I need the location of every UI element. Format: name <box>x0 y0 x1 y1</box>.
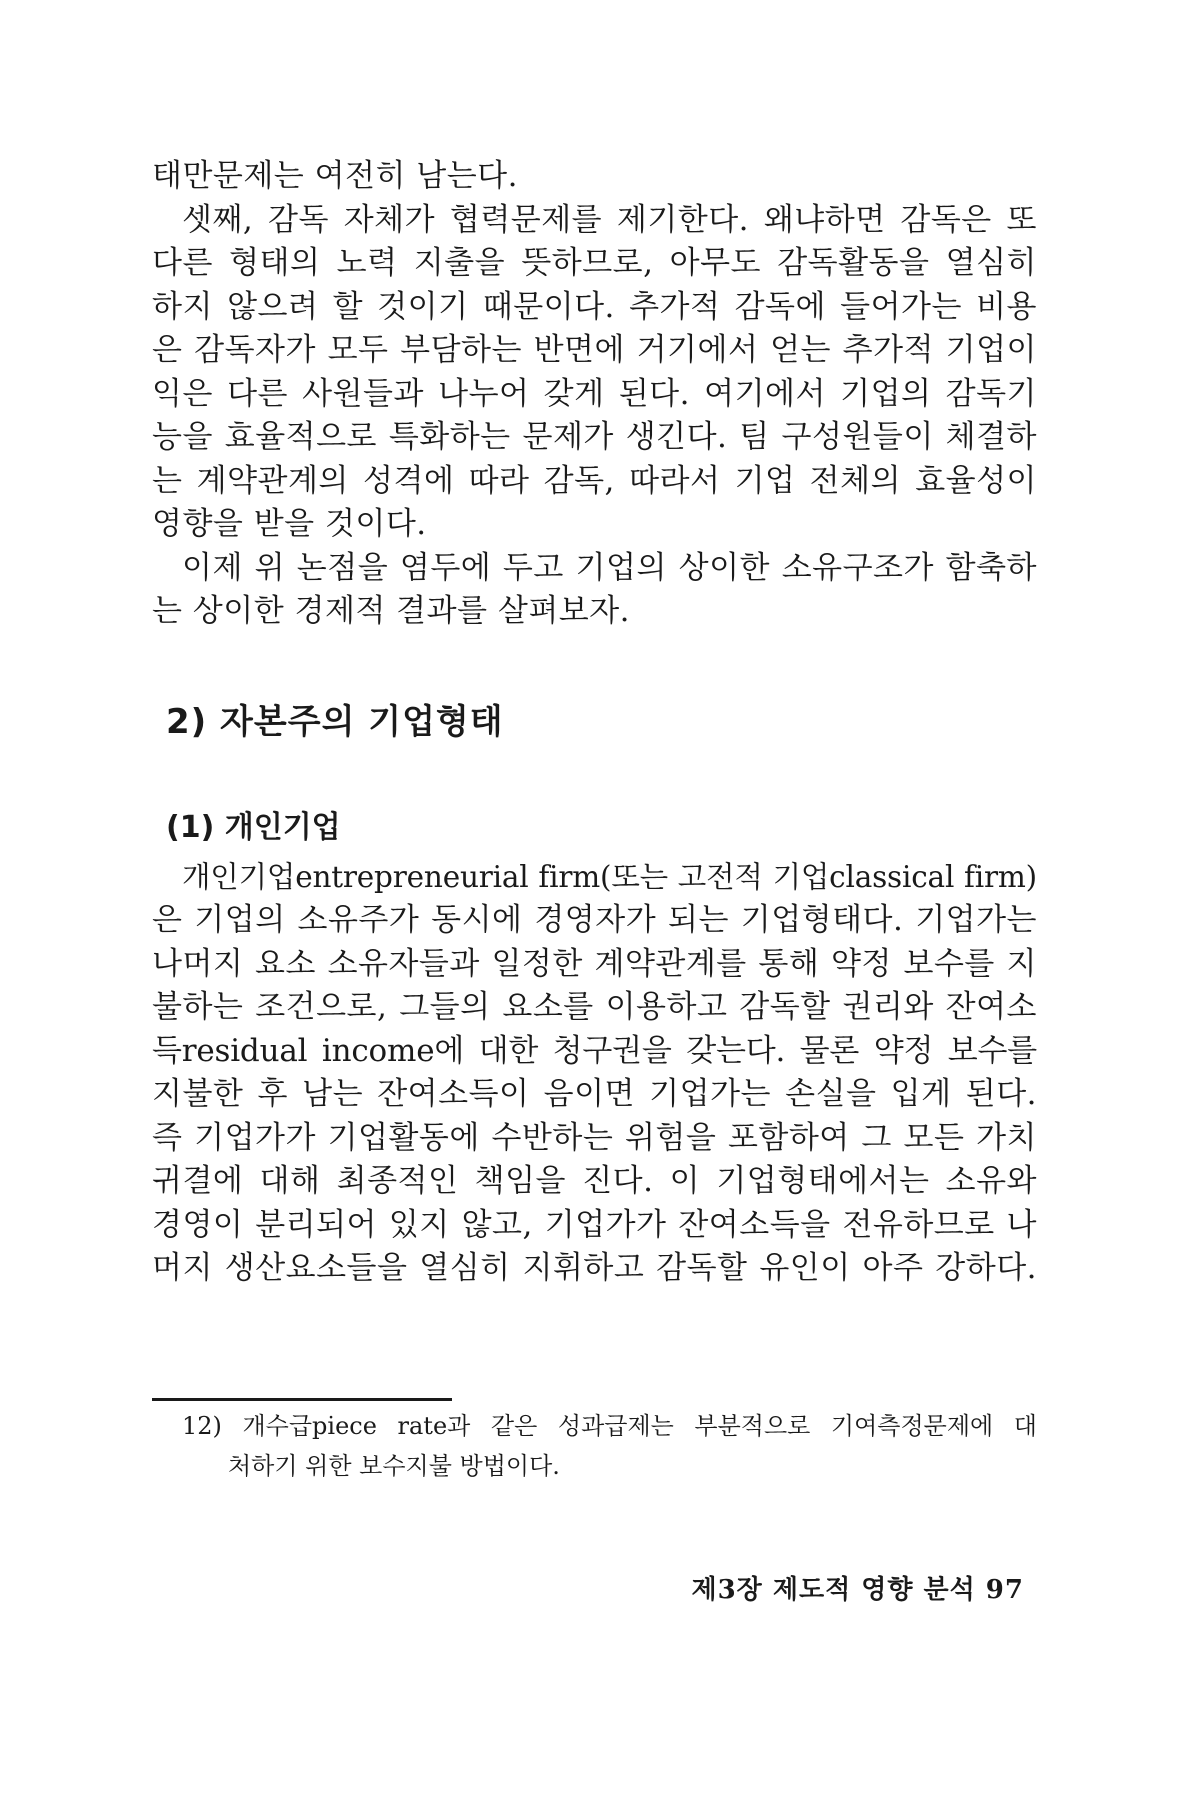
paragraph-third-point <box>152 199 1037 547</box>
footnote <box>182 1406 1037 1486</box>
running-footer: 제3장 제도적 영향 분석 97 <box>691 1575 1024 1605</box>
text-line: 불하는 조건으로, 그들의 요소를 이용하고 감독할 권리와 잔여소 <box>152 989 1037 1025</box>
text-line: 은 기업의 소유주가 동시에 경영자가 되는 기업형태다. 기업가는 <box>152 902 1037 938</box>
subsection-heading: (1) 개인기업 <box>166 809 341 845</box>
text-line: 귀결에 대해 최종적인 책임을 진다. 이 기업형태에서는 소유와 <box>152 1163 1037 1199</box>
text-line: 하지 않으려 할 것이기 때문이다. 추가적 감독에 들어가는 비용 <box>152 288 1037 325</box>
text-line: 태만문제는 여전히 남는다. <box>152 158 518 194</box>
text-line: 은 감독자가 모두 부담하는 반면에 거기에서 얻는 추가적 기업이 <box>152 332 1037 368</box>
text-line: 개인기업entrepreneurial firm(또는 고전적 기업classical firm) <box>182 859 1037 894</box>
text-line: 지불한 후 남는 잔여소득이 음이면 기업가는 손실을 입게 된다. <box>152 1076 1037 1112</box>
text-line: 셋째, 감독 자체가 협력문제를 제기한다. 왜냐하면 감독은 또 <box>182 201 1037 238</box>
text-line: 익은 다른 사원들과 나누어 갖게 된다. 여기에서 기업의 감독기 <box>152 375 1037 412</box>
paragraph-entrepreneurial-firm <box>152 856 1037 1291</box>
footnote-line: 12) 개수급piece rate과 같은 성과급제는 부분적으로 기여측정문제에 대 <box>182 1412 1037 1440</box>
text-line: 득residual income에 대한 청구권을 갖는다. 물론 약정 보수를 <box>152 1032 1037 1069</box>
text-line: 능을 효율적으로 특화하는 문제가 생긴다. 팀 구성원들이 체결하 <box>152 419 1037 455</box>
text-line: 영향을 받을 것이다. <box>152 506 427 542</box>
paragraph-transition <box>152 547 1037 634</box>
text-line: 다른 형태의 노력 지출을 뜻하므로, 아무도 감독활동을 열심히 <box>152 245 1037 281</box>
text-line: 나머지 요소 소유자들과 일정한 계약관계를 통해 약정 보수를 지 <box>152 945 1037 982</box>
text-line: 는 계약관계의 성격에 따라 감독, 따라서 기업 전체의 효율성이 <box>152 462 1037 499</box>
section-heading: 2) 자본주의 기업형태 <box>166 701 504 742</box>
text-line: 는 상이한 경제적 결과를 살펴보자. <box>152 593 631 629</box>
text-line: 경영이 분리되어 있지 않고, 기업가가 잔여소득을 전유하므로 나 <box>152 1206 1037 1243</box>
page-body <box>152 155 1037 1291</box>
paragraph-continuation <box>152 155 1037 199</box>
text-line: 즉 기업가가 기업활동에 수반하는 위험을 포함하여 그 모든 가치 <box>152 1119 1037 1156</box>
footnote-divider <box>152 1398 452 1401</box>
footnote-line: 처하기 위한 보수지불 방법이다. <box>228 1452 560 1480</box>
text-line: 이제 위 논점을 염두에 두고 기업의 상이한 소유구조가 함축하 <box>182 549 1037 586</box>
text-line: 머지 생산요소들을 열심히 지휘하고 감독할 유인이 아주 강하다. <box>152 1250 1037 1286</box>
